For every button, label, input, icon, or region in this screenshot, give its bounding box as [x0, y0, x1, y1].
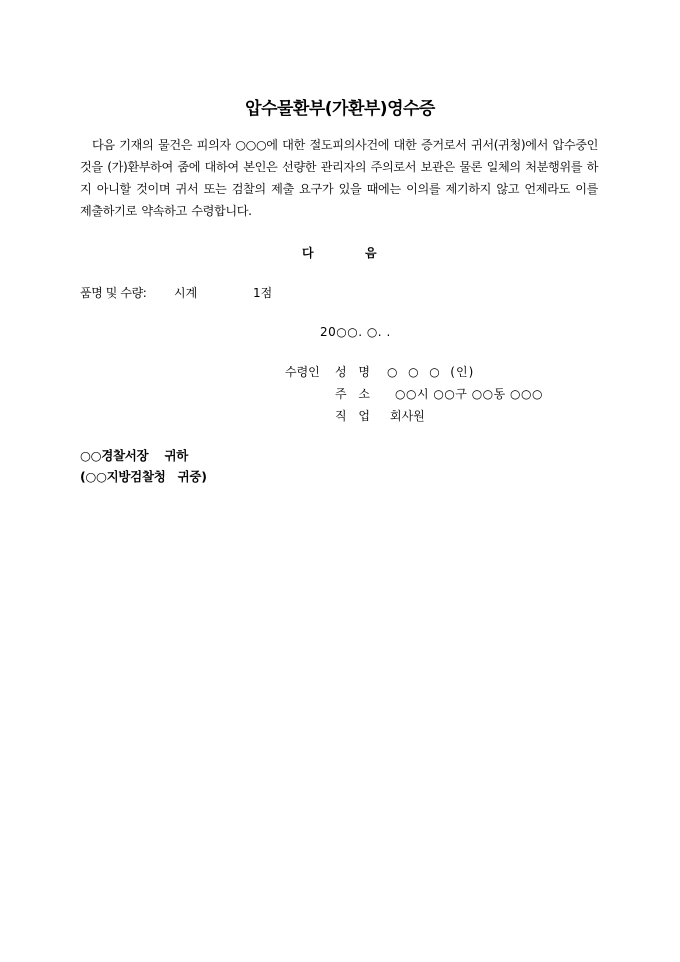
recipient-address-label: 주 소 — [335, 387, 374, 401]
recipient-name-value: ○ ○ ○ (인) — [387, 365, 475, 379]
item-name: 시계 — [174, 286, 198, 300]
recipient-role-label: 수령인 — [285, 365, 320, 379]
receipt-body-text: 다음 기재의 물건은 피의자 ○○○에 대한 절도피의사건에 대한 증거로서 귀서(귀청)에서 압수중인 것을 (가)환부하여 줌에 대하여 본인은 선량한 관리자의 주의로서 보관은 물론 일체의 처분행위를 하지 아니할 것이며 귀서 또는 검찰의 제출 요구가 있을 때에는 이의를 제기하지 않고 언제라도 이를 제출하기로 약속하고 수령합니다. — [80, 138, 598, 218]
addressee-police: ○○경찰서장 귀하 — [80, 448, 189, 463]
recipient-address-value: ○○시 ○○구 ○○동 ○○○ — [395, 387, 543, 401]
item-label: 품명 및 수량: — [80, 286, 147, 300]
addressee-prosecution: (○○지방검찰청 귀중) — [80, 469, 207, 484]
section-heading-eum: 음 — [365, 246, 377, 260]
recipient-job-value: 회사원 — [390, 409, 425, 423]
page-title: 압수물환부(가환부)영수증 — [245, 99, 435, 119]
receipt-date: 20○○. ○. . — [320, 325, 391, 339]
recipient-job-label: 직 업 — [335, 409, 374, 423]
recipient-name-label: 성 명 — [335, 365, 374, 379]
item-quantity: 1점 — [253, 286, 273, 300]
section-heading-da: 다 — [302, 246, 314, 260]
